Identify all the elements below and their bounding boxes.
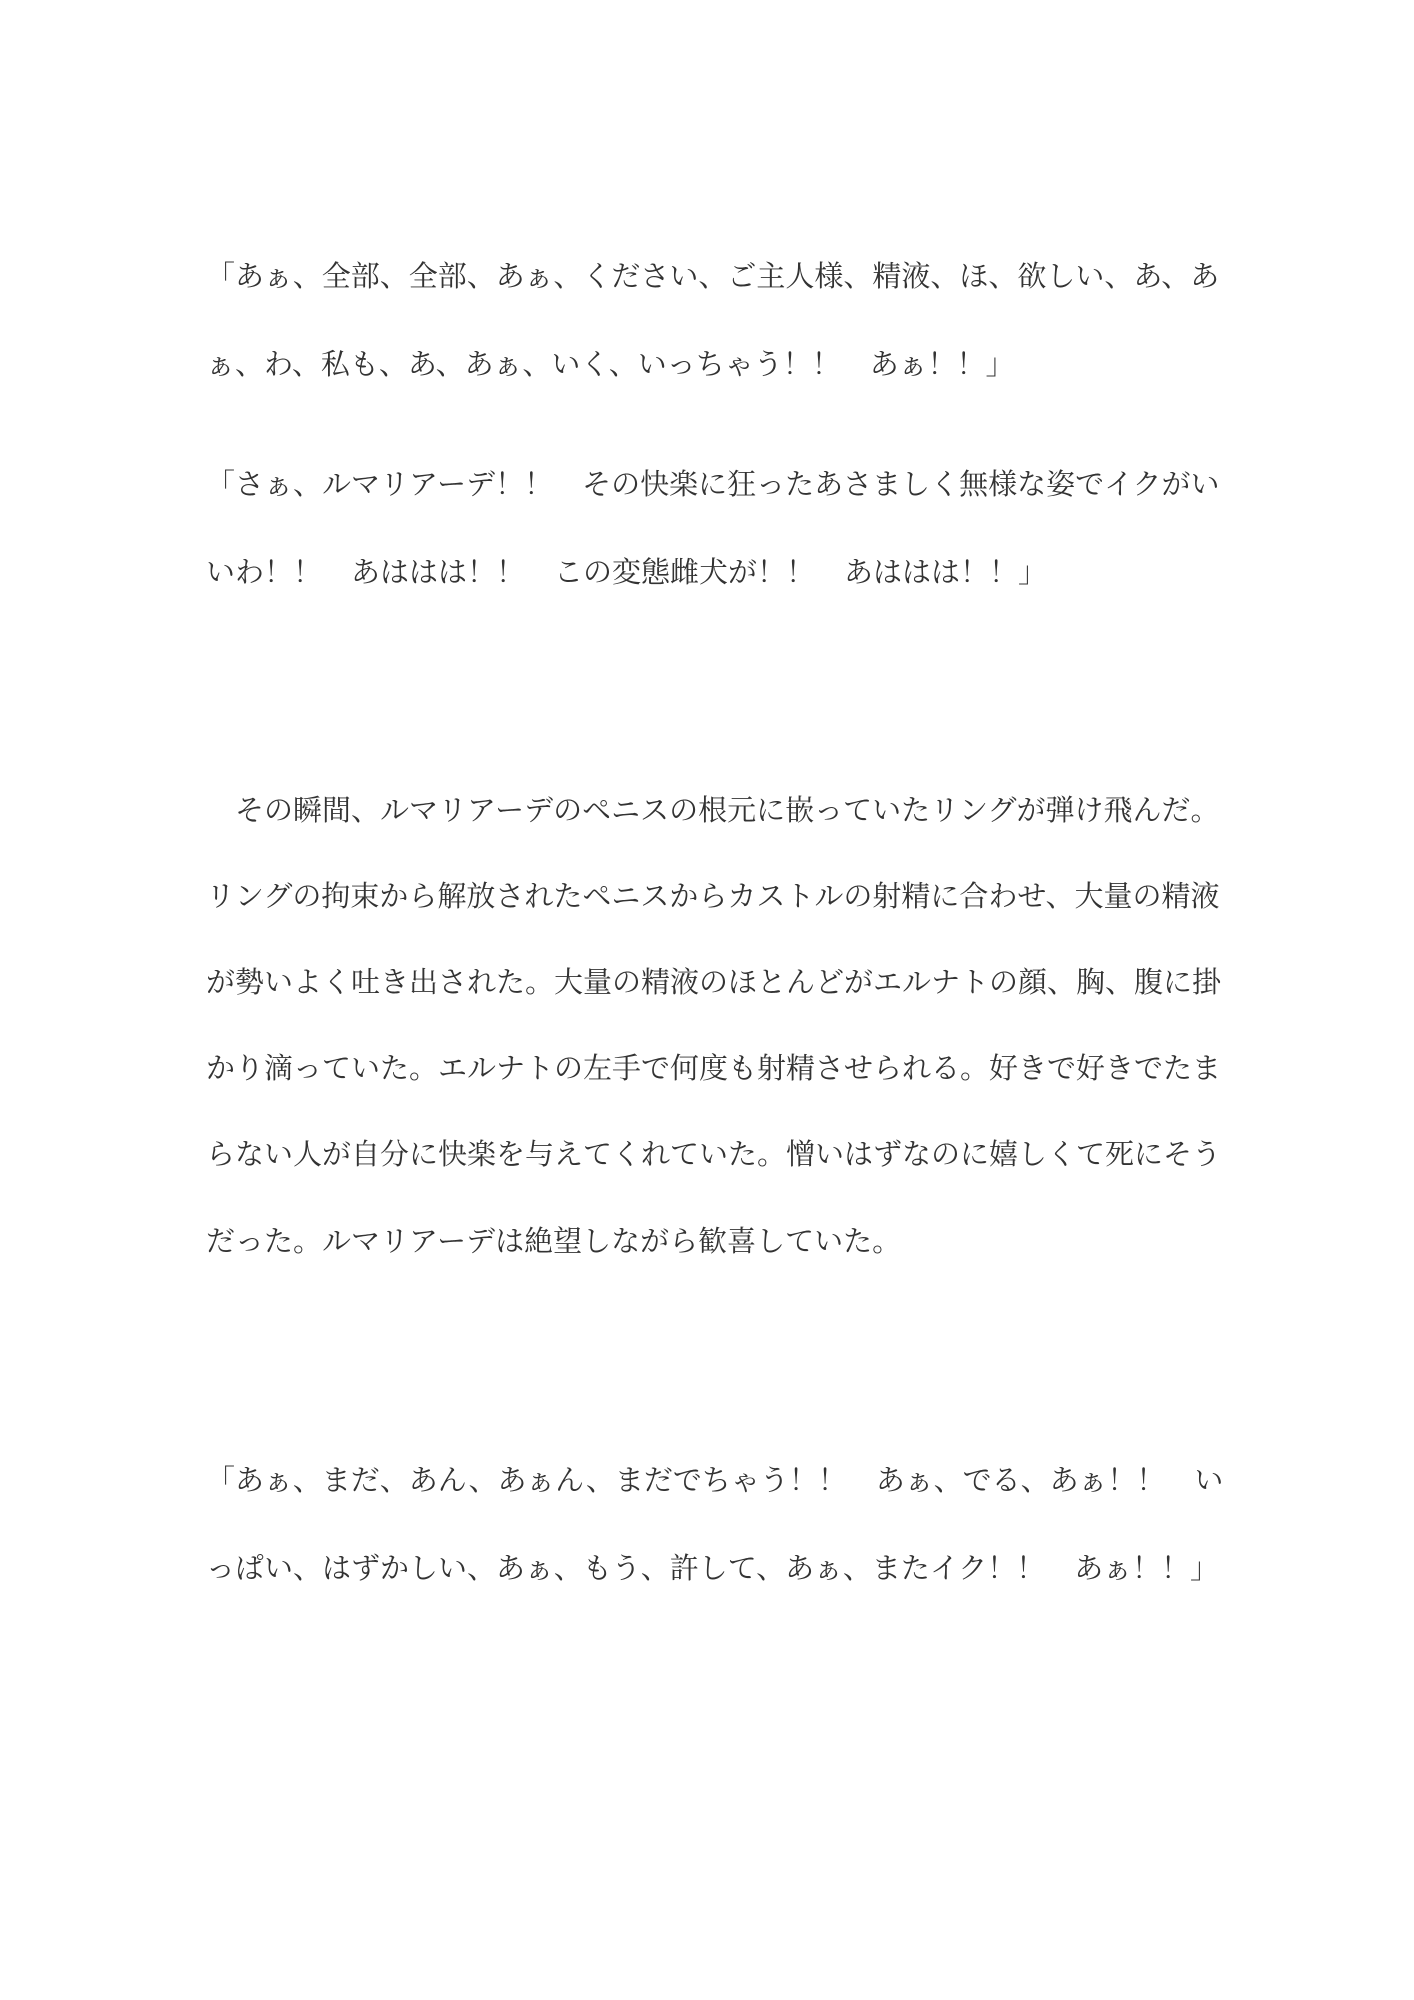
text-line: かり滴っていた。エルナトの左手で何度も射精させられる。好きで好きでたま (206, 1051, 1222, 1085)
text-line: リングの拘束から解放されたペニスからカストルの射精に合わせ、大量の精液 (206, 879, 1220, 913)
text-line: 「あぁ、まだ、あん、あぁん、まだでちゃう！！ あぁ、でる、あぁ！！ い (206, 1463, 1224, 1497)
text-line: いわ！！ あははは！！ この変態雌犬が！！ あははは！！」 (206, 555, 1048, 589)
text-line: その瞬間、ルマリアーデのペニスの根元に嵌っていたリングが弾け飛んだ。 (206, 793, 1220, 827)
text-line: らない人が自分に快楽を与えてくれていた。憎いはずなのに嬉しくて死にそう (206, 1137, 1222, 1171)
text-line: 「さぁ、ルマリアーデ！！ その快楽に狂ったあさましく無様な姿でイクがい (206, 467, 1220, 501)
text-line: っぱい、はずかしい、あぁ、もう、許して、あぁ、またイク！！ あぁ！！」 (206, 1551, 1219, 1585)
text-line: ぁ、わ、私も、あ、あぁ、いく、いっちゃう！！ あぁ！！」 (206, 347, 1015, 381)
text-line: が勢いよく吐き出された。大量の精液のほとんどがエルナトの顔、胸、腹に掛 (206, 965, 1222, 999)
text-line: だった。ルマリアーデは絶望しながら歓喜していた。 (206, 1224, 902, 1258)
text-line: 「あぁ、全部、全部、あぁ、ください、ご主人様、精液、ほ、欲しい、あ、あ (206, 259, 1220, 293)
